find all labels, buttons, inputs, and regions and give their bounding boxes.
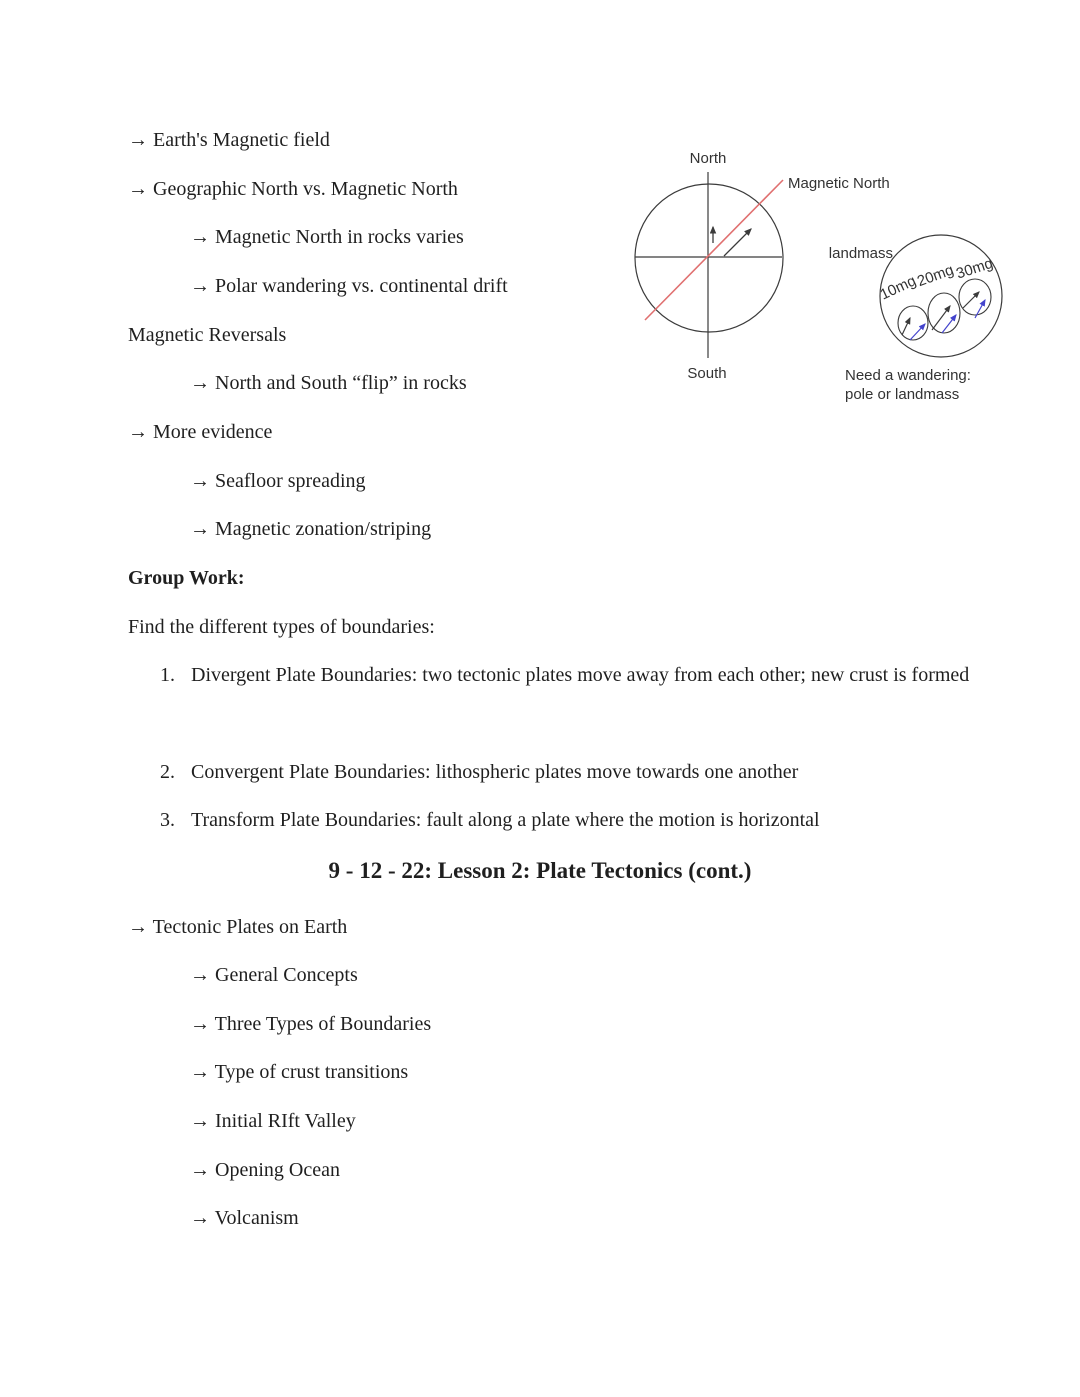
item-text: Divergent Plate Boundaries: two tectonic plates move away from each other; new crust is formed <box>191 664 970 686</box>
note-line: → Polar wandering vs. continental drift <box>190 275 508 297</box>
landmass-diagram <box>829 235 1002 403</box>
item-text: Transform Plate Boundaries: fault along a plate where the motion is horizontal <box>191 809 820 831</box>
magnetic-field-arrow <box>724 229 751 256</box>
magnetic-north-figure <box>600 130 1040 420</box>
note-line: → Magnetic zonation/striping <box>190 518 432 540</box>
note-line: → Opening Ocean <box>190 1159 340 1181</box>
note-line: → Tectonic Plates on Earth <box>128 916 348 938</box>
landmass-label: landmass <box>828 245 893 262</box>
note-line: → More evidence <box>128 421 273 443</box>
rock-sample-circle-30 <box>959 279 991 315</box>
note-line: → General Concepts <box>190 964 358 986</box>
numbered-item <box>160 796 1000 845</box>
south-label: South <box>687 365 727 382</box>
note-line: → North and South “flip” in rocks <box>190 372 467 394</box>
note-line: Find the different types of boundaries: <box>128 616 435 638</box>
note-line: → Geographic North vs. Magnetic North <box>128 178 458 200</box>
lesson-title: 9 - 12 - 22: Lesson 2: Plate Tectonics (cont.) <box>328 858 752 883</box>
compass-circle <box>635 184 783 332</box>
note-line: → Three Types of Boundaries <box>190 1013 432 1035</box>
compass-diagram <box>635 150 890 382</box>
note-line: → Earth's Magnetic field <box>128 129 330 151</box>
magnetic-north-label: Magnetic North <box>788 175 890 192</box>
north-label: North <box>689 150 727 167</box>
magnetic-north-line <box>645 180 783 320</box>
item-number: 2. <box>160 761 175 783</box>
figure-caption-line2: pole or landmass <box>845 386 960 403</box>
rock-magnetism-arrow-10 <box>902 318 910 335</box>
item-number: 1. <box>160 664 175 686</box>
group-work-heading: Group Work: <box>128 567 245 589</box>
item-number: 3. <box>160 809 175 831</box>
pole-direction-arrow-10 <box>910 324 925 340</box>
item-text: Convergent Plate Boundaries: lithospheric plates move towards one another <box>191 761 799 783</box>
note-line: Magnetic Reversals <box>128 324 287 346</box>
age-label-20: 20mg <box>914 261 957 291</box>
numbered-item <box>160 651 1000 700</box>
age-label-30: 30mg <box>954 254 996 283</box>
note-line: → Volcanism <box>190 1207 299 1229</box>
figure-caption-line1: Need a wandering: <box>845 367 971 384</box>
note-line: → Type of crust transitions <box>190 1061 409 1083</box>
note-line: → Initial RIft Valley <box>190 1110 356 1132</box>
note-line: → Seafloor spreading <box>190 470 366 492</box>
numbered-item <box>160 748 1000 797</box>
rock-magnetism-arrow-30 <box>963 292 979 308</box>
age-label-10: 10mg <box>877 272 919 304</box>
note-line: → Magnetic North in rocks varies <box>190 226 464 248</box>
pole-direction-arrow-20 <box>942 315 956 333</box>
pole-direction-arrow-30 <box>975 300 985 318</box>
